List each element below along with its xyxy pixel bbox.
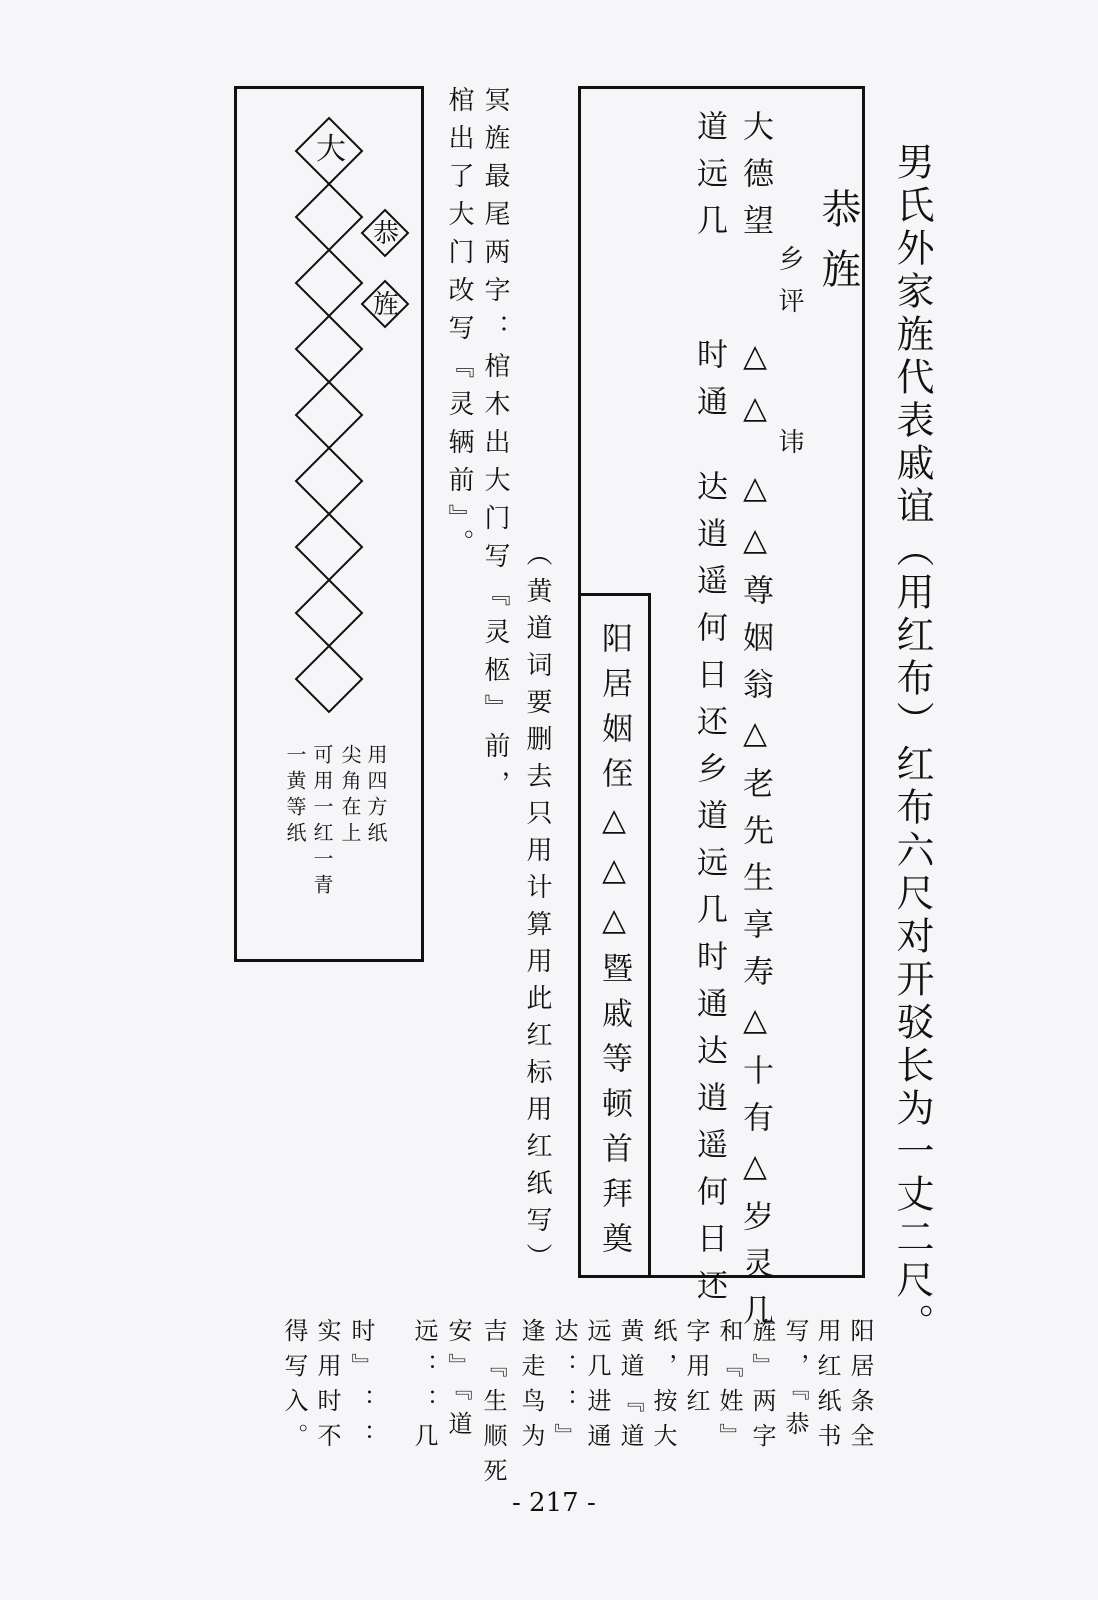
left-note-1: 用四方纸 [364, 744, 388, 848]
diamond-shape [296, 514, 362, 580]
bottom-note-col: 吉『生顺死 [479, 1318, 507, 1493]
diamond-char-jing: 旌 [373, 290, 400, 320]
diamond-shape [296, 316, 362, 382]
main-col-shitong: 时通 [691, 338, 727, 432]
bottom-note-col: 远：：几 [410, 1318, 438, 1458]
bottom-note-col: 达：：』 [550, 1318, 578, 1458]
note-huangdao: （黄道词要删去只用计算用此红标用红纸写） [522, 540, 552, 1280]
diamond-char-gong: 恭 [373, 219, 400, 249]
diamond-shape [296, 250, 362, 316]
main-heading: 恭旌 [815, 188, 861, 308]
note-mingjing: 冥旌最尾两字：棺木出大门写『灵柩』前， [480, 86, 510, 808]
left-note-3: 可用一红一青 [310, 744, 334, 900]
diamond-shape [296, 580, 362, 646]
page-title: 男氏外家旌代表戚谊（用红布）红布六尺对开驳长为一丈二尺。 [890, 142, 934, 1346]
bottom-note-col: 远几进通 [583, 1318, 611, 1458]
main-col-triangles: △△ [737, 338, 773, 442]
main-col-daoyuan: 道远几 [691, 110, 727, 251]
diamond-shape [296, 184, 362, 250]
main-col-xiangping: 乡评 [774, 245, 804, 329]
bottom-note-col: 旌』两字 [748, 1318, 776, 1458]
inner-col-yangju: 阳居姻侄△△△暨戚等顿首拜奠 [596, 622, 632, 1267]
bottom-note-col: 实用时不 [313, 1318, 341, 1458]
bottom-note-col: 阳居条全 [846, 1318, 874, 1458]
main-col-dawang: 大德望 [737, 110, 773, 251]
main-col-hui: 讳 [774, 428, 804, 470]
bottom-note-col: 安』『道 [444, 1318, 472, 1446]
main-col-dayaoyao: 达逍遥何日还乡道远几时通达逍遥何日还 [691, 470, 727, 1316]
bottom-note-col: 纸，按大 [649, 1318, 677, 1458]
bottom-note-col: 写，『恭 [781, 1318, 809, 1446]
diamond-char-da: 大 [316, 132, 346, 167]
diamond-shape [296, 646, 362, 712]
bottom-note-col: 用红纸书 [813, 1318, 841, 1458]
page-number: - 217 - [512, 1488, 596, 1518]
main-col-zunyinweng: △△尊姻翁△老先生享寿△十有△岁灵几 [737, 470, 773, 1341]
left-note-4: 一黄等纸 [283, 744, 307, 848]
diamond-shape [296, 382, 362, 448]
bottom-note-col: 得写入。 [280, 1318, 308, 1458]
bottom-note-col: 黄道『道 [616, 1318, 644, 1458]
note-guanchu: 棺出了大门改写『灵辆前』。 [444, 86, 474, 567]
bottom-note-col: 字用红 [682, 1318, 710, 1423]
bottom-note-col: 和『姓』 [715, 1318, 743, 1458]
left-note-2: 尖角在上 [338, 744, 362, 848]
bottom-note-col: 逢走鸟为 [517, 1318, 545, 1458]
diamond-shape [296, 448, 362, 514]
bottom-note-col: 时』：： [347, 1318, 375, 1458]
